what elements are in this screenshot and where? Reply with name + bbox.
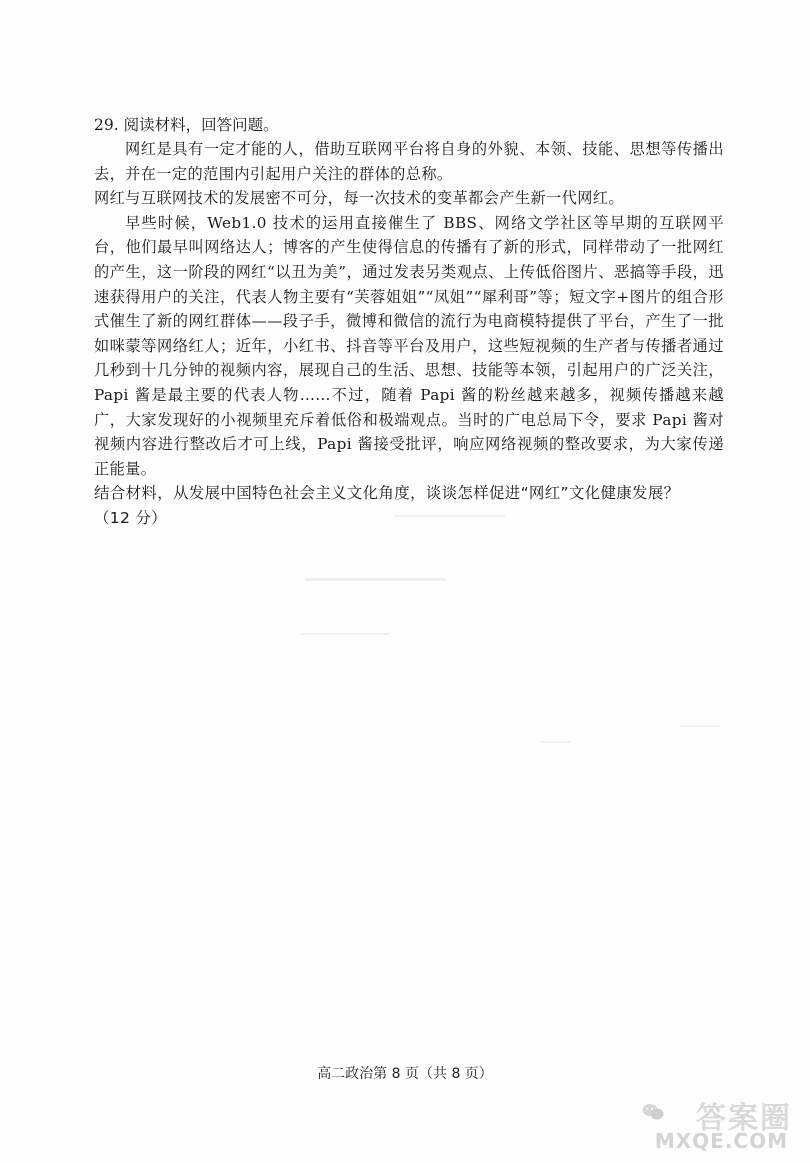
- scan-smudge: [540, 741, 570, 743]
- question-prompt: 结合材料，从发展中国特色社会主义文化角度，谈谈怎样促进“网红”文化健康发展？: [94, 484, 680, 503]
- watermark-brand: 答案圈: [696, 1101, 792, 1136]
- question-points: （12 分）: [94, 509, 167, 528]
- wechat-icon: [642, 1103, 664, 1121]
- definition-paragraph: 网红是具有一定才能的人，借助互联网平台将自身的外貌、本领、技能、思想等传播出去，并在一定的范围内引起用户关注的群体的总称。: [94, 140, 724, 183]
- history-paragraph: 早些时候，Web1.0 技术的运用直接催生了 BBS、网络文学社区等早期的互联网平台，他们最早叫网络达人；博客的产生使得信息的传播有了新的形式，同样带动了一批网红的产生，这一阶段的网红“以丑为美”，通过发表另类观点、上传低俗图片、恶搞等手段，迅速获得用户的关注，代表人物主要有“芙蓉姐姐”“凤姐”“犀利哥”等；短文字+图片的组合形式催生了新的网红群体——段子手，微博和微信的流行为电商模特提供了平台，产生了一批如咪蒙等网络红人；近年，小红书、抖音等平台及用户，这些短视频的生产者与传播者通过几秒到十几分钟的视频内容，展现自己的生活、思想、技能等本领，引起用户的广泛关注，Papi 酱是最主要的代表人物……不过，随着 Papi 酱的粉丝越来越多，视频传播越来越广，大家发现好的小视频里充斥着低俗和极端观点。当时的广电总局下令，要求 Papi 酱对视频内容进行整改后才可上线，Papi 酱接受批评，响应网络视频的整改要求，为大家传递正能量。: [94, 213, 724, 478]
- page-footer: 高二政治第 8 页（共 8 页）: [317, 1066, 493, 1082]
- scan-smudge: [305, 578, 445, 581]
- scan-smudge: [300, 633, 390, 635]
- scan-smudge: [680, 725, 720, 727]
- question-title: 29. 阅读材料，回答问题。: [94, 116, 279, 134]
- watermark: [642, 1093, 792, 1155]
- relation-paragraph: 网红与互联网技术的发展密不可分，每一次技术的变革都会产生新一代网红。: [94, 189, 624, 208]
- watermark-url: MXQE.COM: [654, 1129, 788, 1153]
- question-block: [94, 113, 724, 531]
